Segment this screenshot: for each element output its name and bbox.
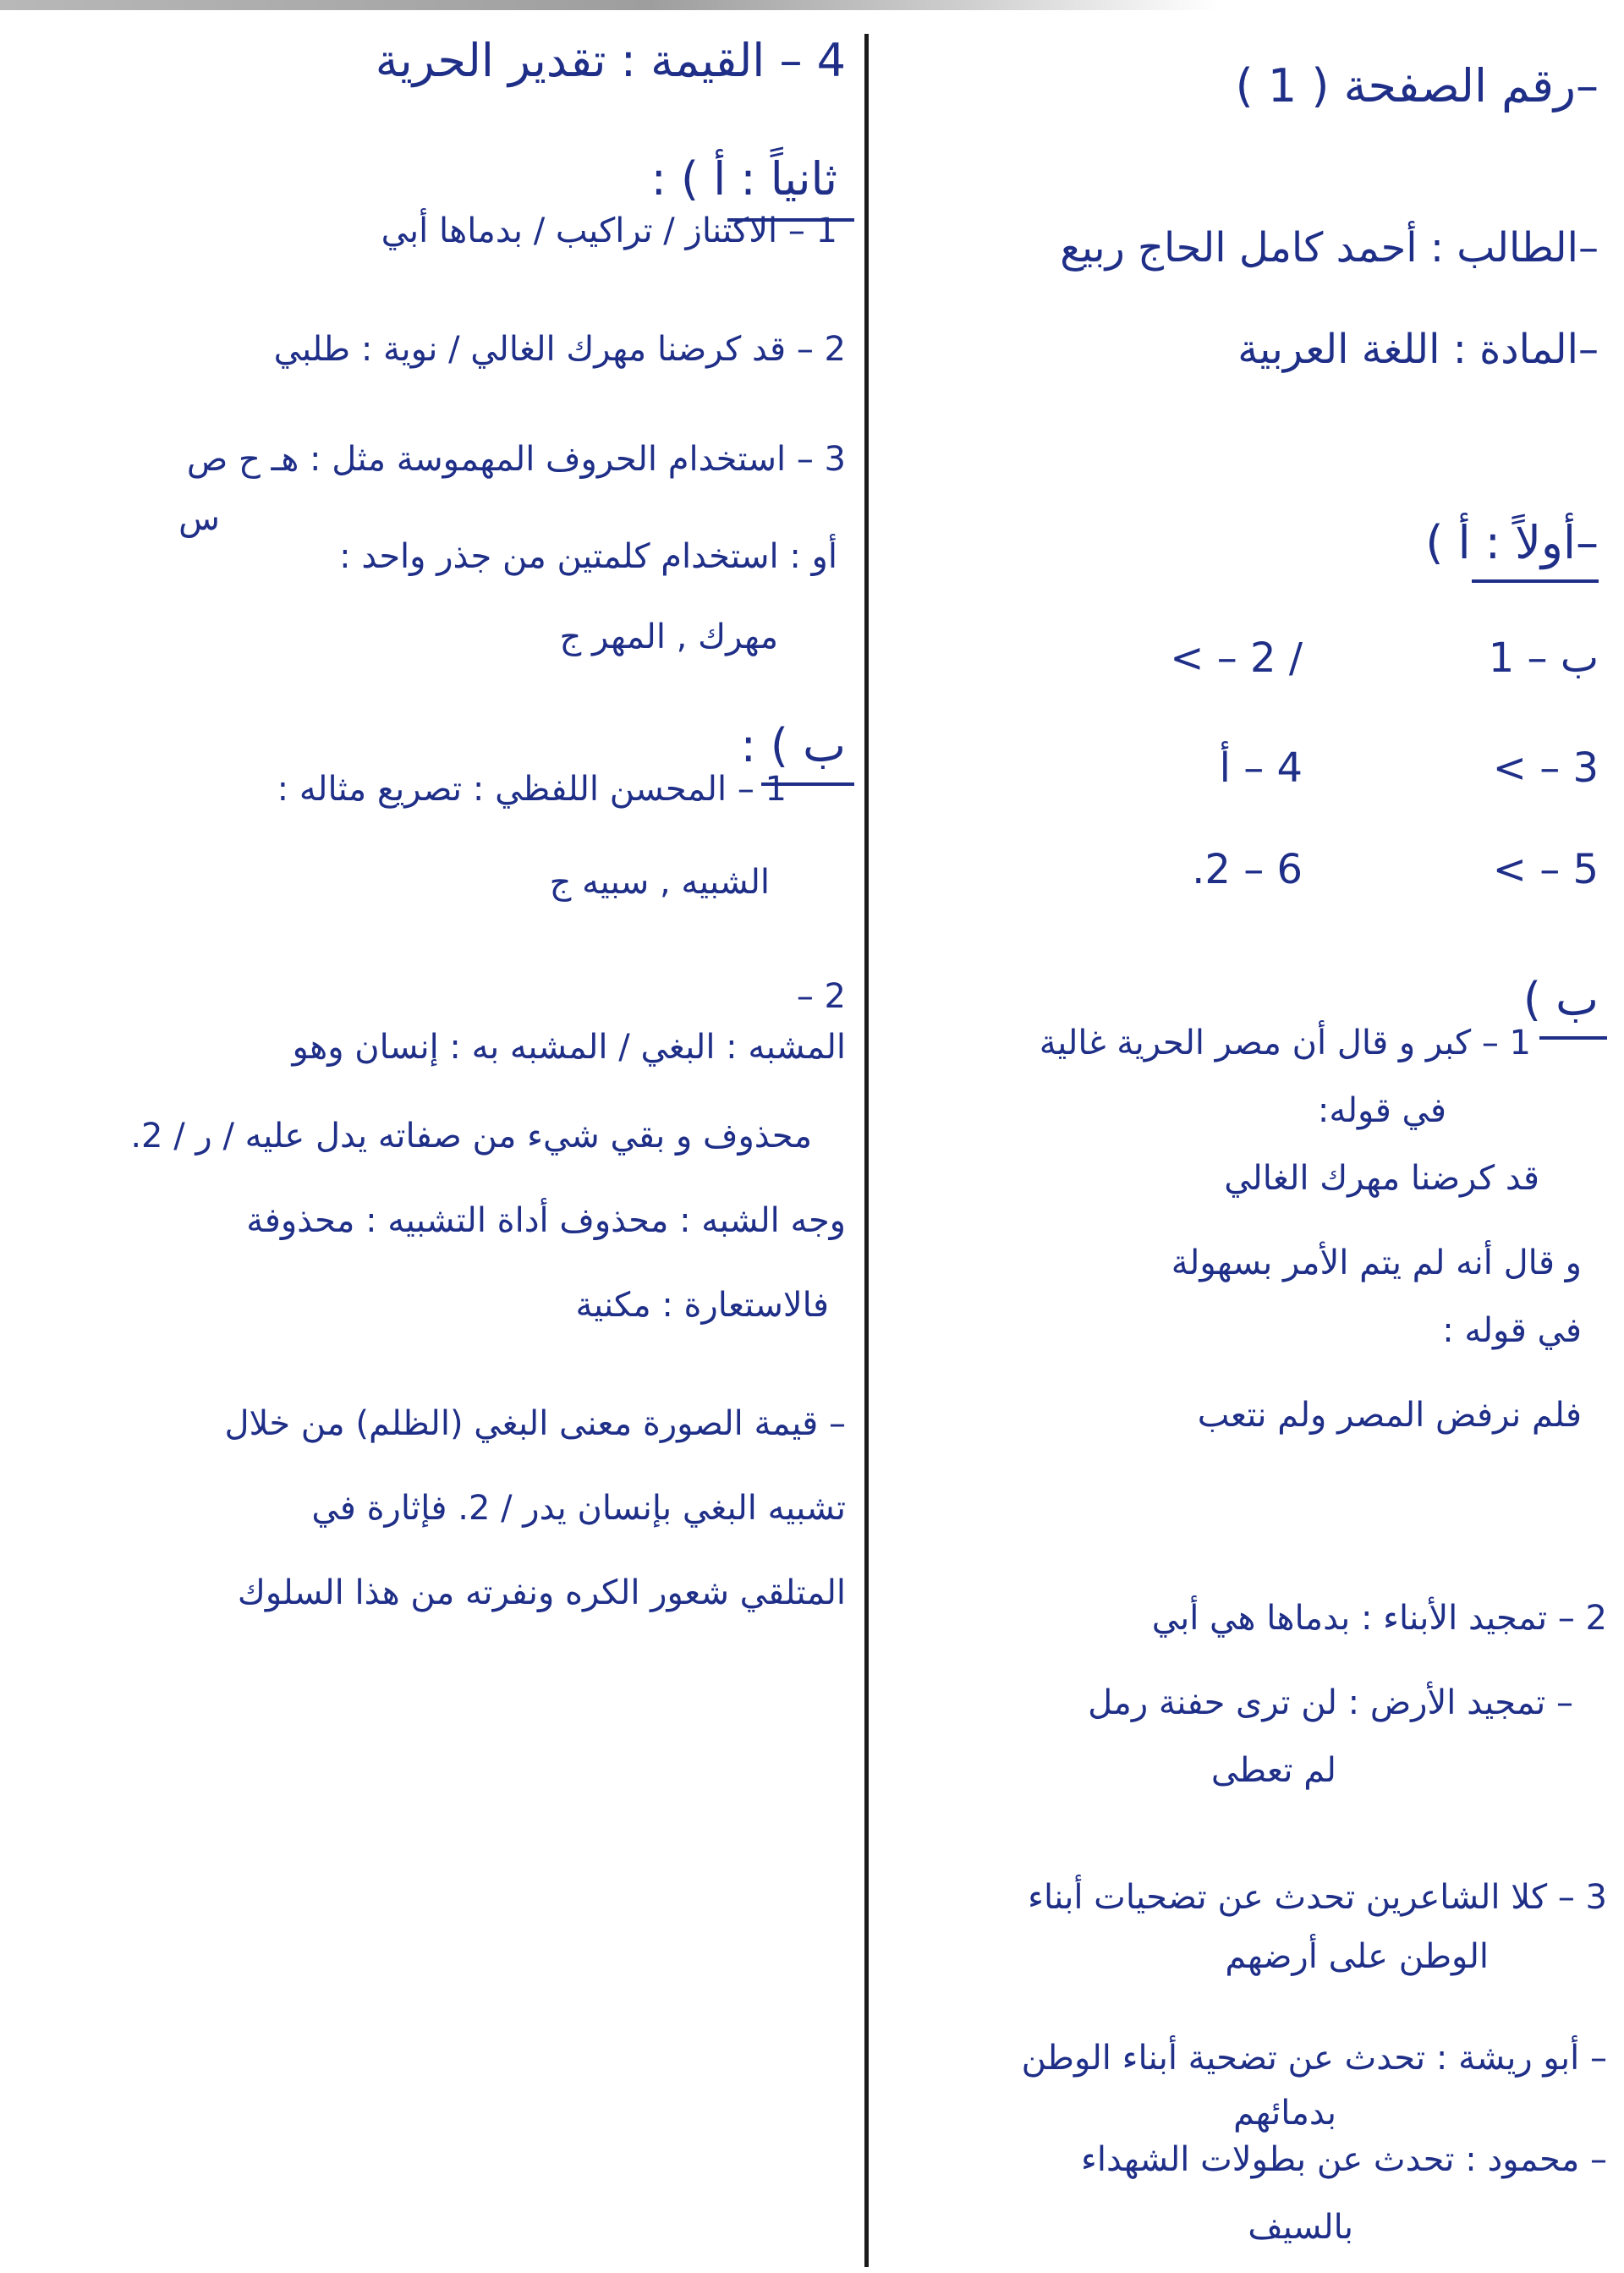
q3-line6: بالسيف [1248, 2208, 1353, 2247]
q2-line1: 2 – تمجيد الأبناء : بدماها هي أبي [1151, 1599, 1607, 1638]
q3-line1: 3 – كلا الشاعرين تحدث عن تضحيات أبناء [1028, 1878, 1607, 1917]
b1-line2: في قوله: [1317, 1091, 1446, 1130]
b1-line5: في قوله : [1442, 1311, 1582, 1350]
answer-1: ب – 1 [1488, 634, 1599, 682]
section1-heading: –أولاً : أ ) [1425, 516, 1599, 569]
sb2-line2: محذوف و بقي شيء من صفاته يدل عليه / ر / 2. [130, 1117, 812, 1156]
q3-line2: الوطن على أرضهم [1225, 1937, 1489, 1976]
s2-line1: 1 – الاكتناز / تراكيب / بدماها أبي [381, 211, 837, 250]
answer-3: 3 – > [1492, 744, 1599, 792]
q3-line4: بدمائهم [1233, 2094, 1336, 2133]
right-b-heading: ب ) [1522, 973, 1599, 1026]
answer-6: 6 – 2. [1192, 846, 1303, 893]
subject-name: –المادة : اللغة العربية [1237, 326, 1599, 373]
q2-line3: لم تعطى [1210, 1751, 1336, 1790]
sb2-line3: وجه الشبه : محذوف أداة التشبيه : محذوفة [246, 1201, 846, 1240]
answer-5: 5 – > [1492, 846, 1599, 893]
scan-top-edge [0, 0, 1624, 10]
s2-line4: أو : استخدام كلمتين من جذر واحد : [339, 537, 837, 576]
right-b-underline [1539, 1036, 1607, 1040]
q3-line5: – محمود : تحدث عن بطولات الشهداء [1081, 2140, 1607, 2179]
sb-line1: 1 – المحسن اللفظي : تصريع مثاله : [277, 770, 787, 809]
q4-value: 4 – القيمة : تقدير الحرية [375, 34, 846, 87]
s2-line2: 2 – قد كرضنا مهرك الغالي / نوية : طلبي [273, 330, 846, 369]
answer-4: 4 – أ [1219, 744, 1303, 792]
s2-line3: 3 – استخدام الحروف المهموسة مثل : هـ ح ص [186, 440, 846, 479]
sb2-line1: المشبه : البغي / المشبه به : إنسان وهو [292, 1028, 846, 1067]
s2-line3b: س [178, 499, 220, 538]
left-b-heading: ب ) : [740, 719, 846, 772]
sb3-line1: – قيمة الصورة معنى البغي (الظلم) من خلال [224, 1404, 846, 1443]
student-name: –الطالب : أحمد كامل الحاج ربيع [1060, 224, 1599, 272]
s2-line5: مهرك , المهر ج [559, 618, 778, 656]
b1-line3: قد كرضنا مهرك الغالي [1224, 1159, 1539, 1198]
sb-line2: الشبيه , سبيه ج [549, 863, 770, 902]
sb3-line3: المتلقي شعور الكره ونفرته من هذا السلوك [237, 1573, 846, 1612]
section1-underline [1472, 579, 1599, 583]
answer-2: / 2 – > [1170, 634, 1303, 682]
column-divider [864, 34, 869, 2267]
page-number: –رقم الصفحة ( 1 ) [1235, 59, 1599, 113]
sb3-line2: تشبيه البغي بإنسان يدر / 2. فإثارة في [311, 1489, 846, 1528]
b1-line4: و قال أنه لم يتم الأمر بسهولة [1171, 1244, 1582, 1282]
section2-heading: ثانياً : أ ) : [650, 152, 837, 206]
sb2-number: 2 – [796, 977, 846, 1016]
b1-line6: فلم نرفض المصر ولم نتعب [1197, 1396, 1582, 1435]
b1-line1: 1 – كبر و قال أن مصر الحرية غالية [1039, 1024, 1531, 1062]
q2-line2: – تمجيد الأرض : لن ترى حفنة رمل [1088, 1683, 1573, 1722]
q3-line3: – أبو ريشة : تحدث عن تضحية أبناء الوطن [1021, 2039, 1607, 2078]
sb2-line4: فالاستعارة : مكنية [575, 1286, 829, 1325]
